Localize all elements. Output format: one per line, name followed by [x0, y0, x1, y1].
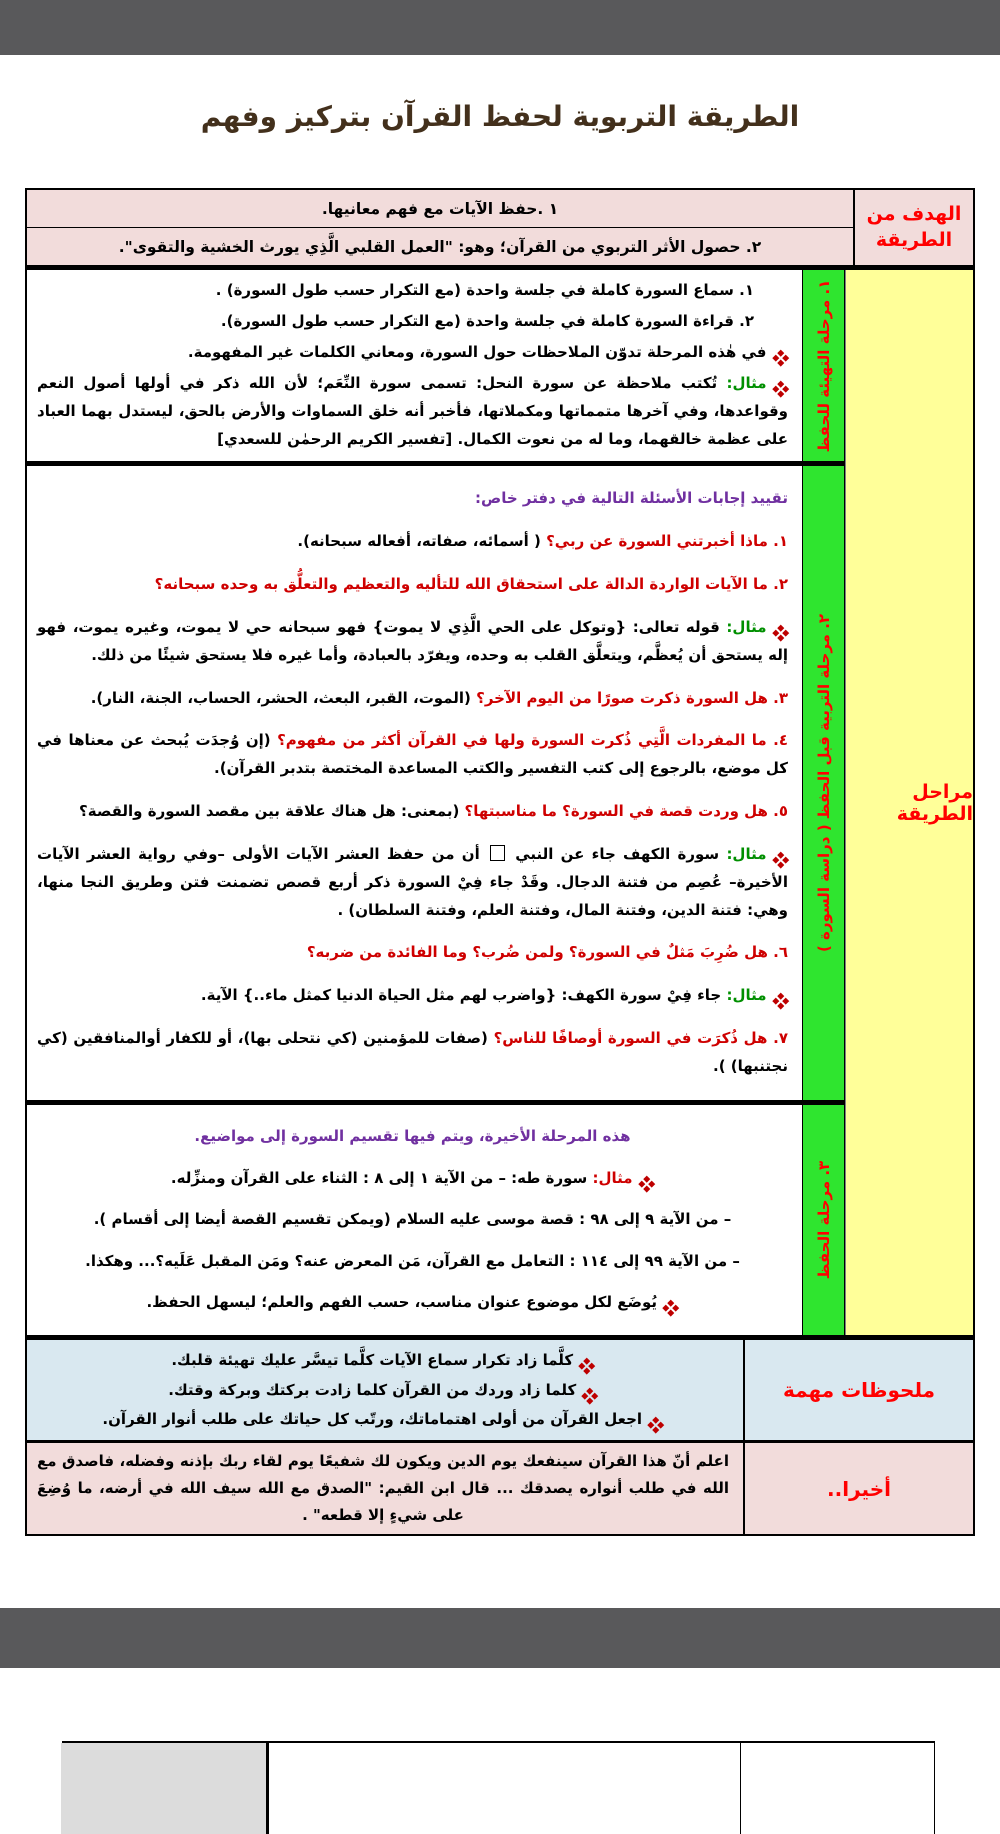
text-segment: ٧. هل ذُكرَت في السورة أوصافًا للناس؟ — [493, 1029, 788, 1048]
text-segment: ٦. هل ضُرِبَ مَثلٌ في السورة؟ ولمن ضُرب؟ وما الفائدة من ضربه؟ — [306, 943, 788, 962]
text-segment: ٣. هل السورة ذكرت صورًا من اليوم الآخر؟ — [476, 688, 788, 707]
stage-3-label-strip — [802, 1105, 845, 1335]
diamond-bullet-icon — [579, 1358, 595, 1374]
text-segment: سورة الكهف جاء عن النبي — [507, 845, 720, 863]
diamond-bullet-icon — [772, 993, 788, 1009]
goal-header-cell: الهدف من الطريقة — [853, 190, 973, 265]
text-segment: اجعل القرآن من أولى اهتماماتك، ورتّب كل حياتك على طلب أنوار القرآن. — [102, 1409, 643, 1428]
text-line — [37, 571, 788, 599]
text-segment: هذه المرحلة الأخيرة، ويتم فيها تقسيم السورة إلى مواضيع. — [194, 1126, 631, 1145]
notes-content — [27, 1340, 743, 1440]
stage-3-content — [27, 1105, 802, 1335]
text-segment: تقييد إجابات الأسئلة التالية في دفتر خاص: — [475, 489, 788, 508]
diamond-bullet-icon — [772, 852, 788, 868]
text-segment: مثال: — [717, 374, 767, 393]
stage-2-content — [27, 466, 802, 1100]
finally-content — [27, 1443, 743, 1534]
text-segment: – من الآية ٩ إلى ٩٨ : قصة موسى عليه السلام (ويمكن تقسيم القصة أيضا إلى أقسام ). — [93, 1210, 732, 1229]
text-segment: ٤. ما المفردات الَّتِي ذُكرت السورة ولها في القرآن أكثر من مفهوم؟ — [277, 731, 789, 750]
text-segment: سورة طه: – من الآية ١ إلى ٨ : الثناء على القرآن ومنزِّله. — [170, 1168, 588, 1187]
bottom-table-cell — [61, 1743, 266, 1834]
text-line — [37, 485, 788, 513]
text-line — [37, 841, 788, 924]
bottom-table-cell — [266, 1743, 741, 1834]
notes-section — [27, 1340, 973, 1440]
bottom-table-cell — [741, 1743, 934, 1834]
finally-section — [27, 1443, 973, 1534]
finally-header-cell: أخيرا.. — [743, 1443, 973, 1534]
text-line — [37, 1377, 729, 1404]
diamond-bullet-icon — [582, 1387, 598, 1403]
text-line — [37, 939, 788, 967]
text-segment: كلَّما زاد تكرار سماع الآيات كلَّما تيسَّر عليك تهيئة قلبك. — [171, 1351, 574, 1370]
text-segment: في هٰذه المرحلة تدوّن الملاحظات حول السورة، ومعاني الكلمات غير المفهومة. — [187, 343, 767, 362]
text-line — [37, 685, 788, 713]
text-segment: (بمعنى: هل هناك علاقة بين مقصد السورة والقصة؟ — [79, 802, 465, 821]
text-segment: كلما زاد وردك من القرآن كلما زادت بركتك وبركة وقتك. — [168, 1380, 577, 1399]
method-table — [25, 188, 975, 1536]
text-segment: مثال: — [721, 986, 767, 1005]
text-line — [37, 798, 788, 826]
goal-row-1: ١ .حفظ الآيات مع فهم معانيها. — [321, 199, 559, 218]
stage-1-label-strip — [802, 270, 845, 461]
text-line — [37, 1289, 788, 1317]
middle-gray-bar — [0, 1608, 1000, 1668]
text-segment: مثال: — [587, 1168, 633, 1187]
text-segment: ( أسمائه، صفاته، أفعاله سبحانه). — [297, 532, 547, 551]
text-line — [37, 614, 788, 670]
text-line — [37, 1025, 788, 1081]
text-segment: ٢. قراءة السورة كاملة في جلسة واحدة (مع التكرار حسب طول السورة). — [220, 312, 754, 331]
text-line — [37, 727, 788, 783]
text-segment: ٢. ما الآيات الواردة الدالة على استحقاق الله للتأليه والتعظيم والتعلُّق به وحده سبحانه؟ — [154, 574, 788, 593]
page-title: الطريقة التربوية لحفظ القرآن بتركيز وفهم — [200, 100, 800, 133]
stage-2-label-strip — [802, 466, 845, 1100]
diamond-bullet-icon — [772, 381, 788, 397]
text-segment: (إن وُجدَت يُبحث عن معناها في كل موضع، بالرجوع إلى كتب التفسير والكتب المساعدة المختصة بتدبر القرآن). — [37, 731, 788, 778]
finally-text: اعلم أنّ هذا القرآن سينفعك يوم الدين ويكون لك شفيعًا يوم لقاء ربك بإذنه وفضله، فاصدق مع الله في طلب أنواره يصدقك ... قال ابن القيم: "الصدق مع الله سيف الله في أرضه، ما وُضِعَ على شيءٍ إلا قطعه" . — [37, 1452, 729, 1524]
text-line — [37, 982, 788, 1010]
text-segment: قوله تعالى: {وتوكل على الحي الَّذِي لا يموت} فهو سبحانه حي لا يموت، وغيره يموت، فهو إله يستحق أن يُعظَّم، ويتعلَّق القلب به وحده، ويفرّد بالعبادة، وأما غيره فلا يستحق شيئًا من ذلك. — [37, 617, 788, 664]
text-segment: ١. سماع السورة كاملة في جلسة واحدة (مع التكرار حسب طول السورة) . — [215, 281, 754, 300]
text-line — [37, 1123, 788, 1151]
top-gray-bar — [0, 0, 1000, 55]
diamond-bullet-icon — [772, 624, 788, 640]
text-segment: – من الآية ٩٩ إلى ١١٤ : التعامل مع القرآن، مَن المعرض عنه؟ ومَن المقبل عَلَيه؟... وهكذا. — [85, 1251, 740, 1270]
text-line — [37, 1206, 788, 1234]
text-line — [37, 1165, 788, 1193]
goal-section — [27, 190, 973, 265]
text-line — [37, 1248, 788, 1276]
stage-3-label: ٣. مرحلة الحفظ — [814, 1160, 833, 1280]
notes-header-cell: ملحوظات مهمة — [743, 1340, 973, 1440]
text-segment: مثال: — [719, 845, 767, 863]
text-segment: (صفات للمؤمنين (كي نتحلى بها)، أو للكفار أوالمنافقين (كي نجتنبها) ). — [37, 1029, 788, 1075]
text-segment: يُوضَع لكل موضوع عنوان مناسب، حسب الفهم والعلم؛ ليسهل الحفظ. — [146, 1293, 658, 1312]
goal-row-2: ٢. حصول الأثر التربوي من القرآن؛ وهو: "العمل القلبي الَّذِي يورث الخشية والتقوى". — [118, 237, 762, 256]
diamond-bullet-icon — [663, 1300, 679, 1316]
diamond-bullet-icon — [638, 1175, 654, 1191]
text-line — [37, 277, 788, 305]
text-segment: ١. ماذا أخبرتني السورة عن ربي؟ — [546, 532, 788, 551]
text-segment: (الموت، القبر، البعث، الحشر، الحساب، الجنة، النار). — [90, 688, 477, 707]
text-segment: جاء فِيْ سورة الكهف: {واضرب لهم مثل الحياة الدنيا كمثل ماء..} الآية. — [200, 986, 722, 1005]
text-line — [37, 339, 788, 367]
pbuh-symbol-box-icon — [490, 845, 505, 861]
stages-section — [27, 270, 973, 1335]
text-segment: أن من حفظ العشر الآيات الأولى –وفي رواية العشر الآيات الأخيرة– عُصِم من فتنة الدجال. وقَدْ جاء فِيْ السورة ذكر أربع قصص تضمنت فتن وطريق النجا منها، وهي: فتنة الدين، وفتنة المال، وفتنة العلم، وفتنة السلطان) . — [37, 845, 788, 919]
bottom-partial-table — [62, 1741, 935, 1834]
text-line — [37, 1347, 729, 1374]
text-line — [37, 370, 788, 453]
stage-2-label: ٢. مرحلة التربية قبل الحفظ ( دراسة السورة ) — [814, 613, 833, 953]
text-segment: تُكتب ملاحظة عن سورة النحل: تسمى سورة النِّعَم؛ لأن الله ذكر في أولها أصول النعم وقواعدها، وفي آخرها متمماتها ومكملاتها، فأخبر أنه خلق السماوات والأرض بالحق، ليستدل بهما العباد على عظمة خالقهما، وما له من نعوت الكمال. [تفسير الكريم الرحمٰن للسعدي] — [37, 374, 788, 448]
text-line — [37, 528, 788, 556]
stage-1-label: ١. مرحلة التهيئة للحفظ — [814, 279, 833, 452]
diamond-bullet-icon — [648, 1416, 664, 1432]
stages-header-cell: مراحل الطريقة — [845, 270, 973, 1335]
text-segment: ٥. هل وردت قصة في السورة؟ ما مناسبتها؟ — [464, 802, 788, 821]
text-segment: مثال: — [719, 617, 767, 636]
diamond-bullet-icon — [772, 350, 788, 366]
text-line — [37, 1406, 729, 1433]
text-line — [37, 308, 788, 336]
stage-1-content — [27, 270, 802, 461]
